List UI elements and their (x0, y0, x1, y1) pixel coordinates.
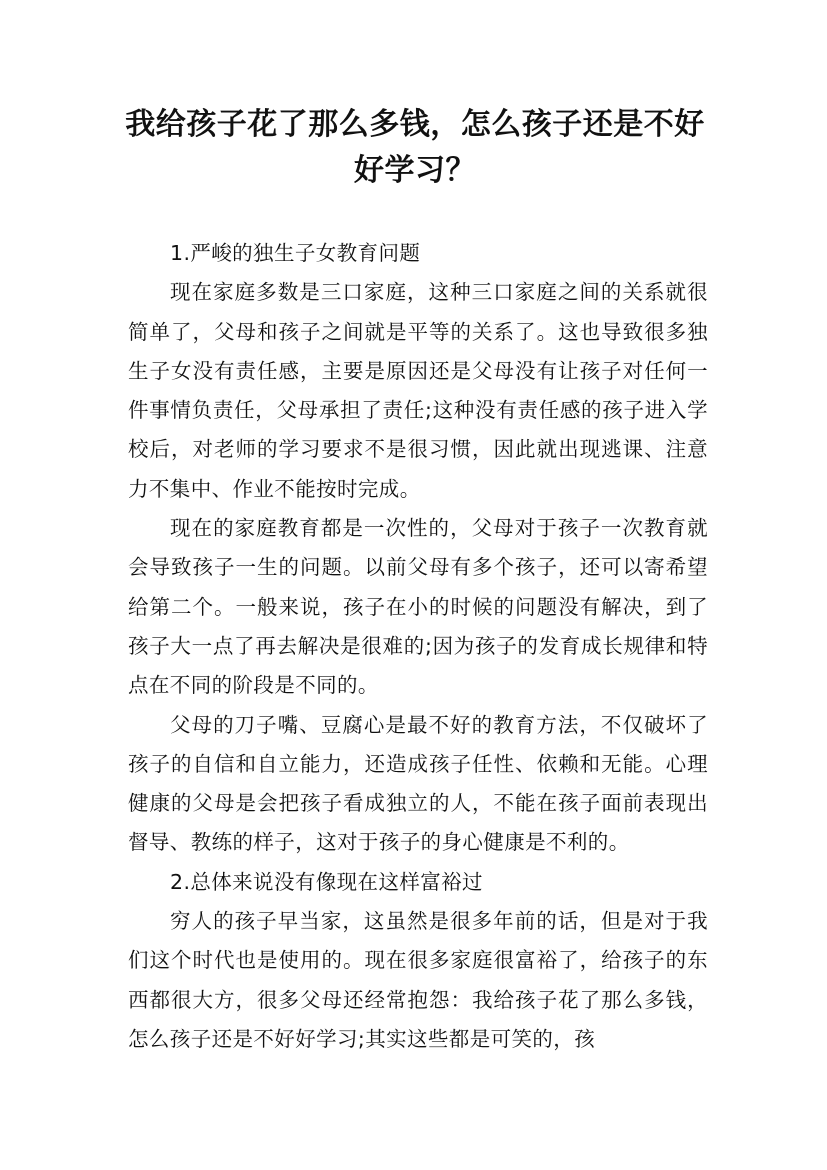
paragraph-4: 穷人的孩子早当家，这虽然是很多年前的话，但是对于我们这个时代也是使用的。现在很多家庭很富裕了，给孩子的东西都很大方，很多父母还经常抱怨：我给孩子花了那么多钱，怎么孩子还是不好好学习;其实这些都是可笑的，孩 (128, 909, 708, 1051)
document-title (120, 102, 710, 194)
paragraph-2: 现在的家庭教育都是一次性的，父母对于孩子一次教育就会导致孩子一生的问题。以前父母有多个孩子，还可以寄希望给第二个。一般来说，孩子在小的时候的问题没有解决，到了孩子大一点了再去解决是很难的;因为孩子的发育成长规律和特点在不同的阶段是不同的。 (128, 516, 708, 698)
section-heading-1: 1.严峻的独生子女教育问题 (170, 241, 421, 265)
title-line-1: 我给孩子花了那么多钱，怎么孩子还是不好 (125, 107, 705, 142)
document-body (128, 234, 708, 1059)
section-heading-2: 2.总体来说没有像现在这样富裕过 (170, 869, 483, 894)
paragraph-1: 现在家庭多数是三口家庭，这种三口家庭之间的关系就很简单了，父母和孩子之间就是平等的关系了。这也导致很多独生子女没有责任感，主要是原因还是父母没有让孩子对任何一件事情负责任，父母承担了责任;这种没有责任感的孩子进入学校后，对老师的学习要求不是很习惯，因此就出现逃课、注意力不集中、作业不能按时完成。 (128, 280, 708, 501)
paragraph-3: 父母的刀子嘴、豆腐心是最不好的教育方法，不仅破坏了孩子的自信和自立能力，还造成孩子任性、依赖和无能。心理健康的父母是会把孩子看成独立的人，不能在孩子面前表现出督导、教练的样子，这对于孩子的身心健康是不利的。 (128, 712, 708, 855)
title-line-2: 好学习？ (354, 153, 476, 188)
